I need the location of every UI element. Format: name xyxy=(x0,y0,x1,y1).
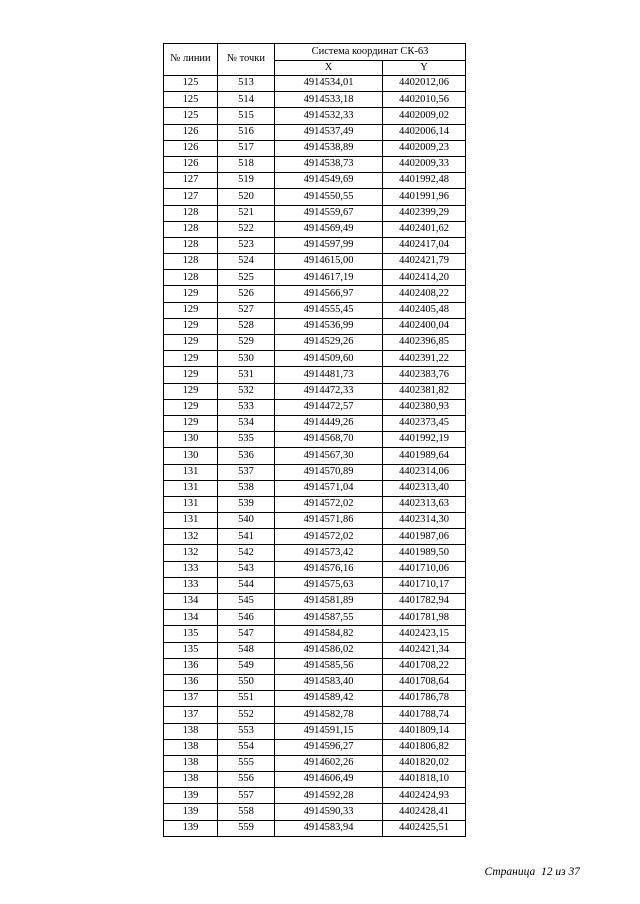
cell-x: 4914583,94 xyxy=(275,820,383,836)
cell-line-number: 129 xyxy=(164,415,218,431)
cell-line-number: 128 xyxy=(164,237,218,253)
cell-x: 4914584,82 xyxy=(275,626,383,642)
cell-x: 4914597,99 xyxy=(275,237,383,253)
table-row xyxy=(164,351,466,367)
table-row xyxy=(164,804,466,820)
cell-y: 4402006,14 xyxy=(383,124,466,140)
cell-y: 4402009,02 xyxy=(383,108,466,124)
cell-y: 4402423,15 xyxy=(383,626,466,642)
cell-point-number: 550 xyxy=(218,674,275,690)
cell-point-number: 541 xyxy=(218,529,275,545)
table-row xyxy=(164,820,466,836)
cell-x: 4914575,63 xyxy=(275,577,383,593)
cell-point-number: 527 xyxy=(218,302,275,318)
cell-x: 4914550,55 xyxy=(275,189,383,205)
cell-point-number: 557 xyxy=(218,788,275,804)
cell-y: 4401991,96 xyxy=(383,189,466,205)
cell-y: 4401820,02 xyxy=(383,755,466,771)
cell-point-number: 538 xyxy=(218,480,275,496)
cell-x: 4914572,02 xyxy=(275,496,383,512)
table-row xyxy=(164,140,466,156)
table-row xyxy=(164,545,466,561)
cell-point-number: 523 xyxy=(218,237,275,253)
table-row xyxy=(164,577,466,593)
cell-y: 4401989,50 xyxy=(383,545,466,561)
cell-line-number: 131 xyxy=(164,480,218,496)
table-row xyxy=(164,432,466,448)
cell-x: 4914567,30 xyxy=(275,448,383,464)
cell-point-number: 513 xyxy=(218,76,275,92)
cell-y: 4402421,34 xyxy=(383,642,466,658)
cell-x: 4914589,42 xyxy=(275,691,383,707)
cell-line-number: 127 xyxy=(164,173,218,189)
cell-x: 4914549,69 xyxy=(275,173,383,189)
table-row xyxy=(164,237,466,253)
cell-x: 4914571,86 xyxy=(275,513,383,529)
cell-x: 4914538,89 xyxy=(275,140,383,156)
cell-point-number: 551 xyxy=(218,691,275,707)
cell-x: 4914568,70 xyxy=(275,432,383,448)
cell-point-number: 518 xyxy=(218,156,275,172)
cell-point-number: 553 xyxy=(218,723,275,739)
cell-y: 4402313,63 xyxy=(383,496,466,512)
cell-y: 4402009,33 xyxy=(383,156,466,172)
cell-x: 4914472,57 xyxy=(275,399,383,415)
cell-line-number: 138 xyxy=(164,723,218,739)
cell-x: 4914555,45 xyxy=(275,302,383,318)
cell-x: 4914586,02 xyxy=(275,642,383,658)
table-row xyxy=(164,739,466,755)
table-row xyxy=(164,642,466,658)
cell-x: 4914591,15 xyxy=(275,723,383,739)
coordinates-table xyxy=(163,43,466,837)
table-row xyxy=(164,513,466,529)
cell-y: 4401708,64 xyxy=(383,674,466,690)
cell-line-number: 129 xyxy=(164,302,218,318)
cell-point-number: 539 xyxy=(218,496,275,512)
cell-line-number: 132 xyxy=(164,545,218,561)
cell-line-number: 125 xyxy=(164,92,218,108)
cell-point-number: 521 xyxy=(218,205,275,221)
cell-y: 4402381,82 xyxy=(383,383,466,399)
table-row xyxy=(164,480,466,496)
table-row xyxy=(164,205,466,221)
cell-y: 4401989,64 xyxy=(383,448,466,464)
cell-point-number: 547 xyxy=(218,626,275,642)
cell-line-number: 138 xyxy=(164,755,218,771)
cell-point-number: 528 xyxy=(218,318,275,334)
table-body xyxy=(164,76,466,837)
cell-y: 4401992,48 xyxy=(383,173,466,189)
table-row xyxy=(164,221,466,237)
cell-point-number: 514 xyxy=(218,92,275,108)
cell-line-number: 126 xyxy=(164,124,218,140)
cell-point-number: 530 xyxy=(218,351,275,367)
cell-point-number: 556 xyxy=(218,772,275,788)
cell-y: 4402314,06 xyxy=(383,464,466,480)
table-row xyxy=(164,691,466,707)
cell-y: 4401809,14 xyxy=(383,723,466,739)
table-row xyxy=(164,367,466,383)
cell-line-number: 128 xyxy=(164,254,218,270)
table-row xyxy=(164,156,466,172)
cell-line-number: 129 xyxy=(164,383,218,399)
cell-x: 4914534,01 xyxy=(275,76,383,92)
cell-x: 4914449,26 xyxy=(275,415,383,431)
cell-line-number: 138 xyxy=(164,772,218,788)
table-row xyxy=(164,610,466,626)
cell-line-number: 129 xyxy=(164,286,218,302)
table-row xyxy=(164,383,466,399)
cell-line-number: 137 xyxy=(164,707,218,723)
cell-x: 4914582,78 xyxy=(275,707,383,723)
cell-line-number: 129 xyxy=(164,399,218,415)
cell-line-number: 133 xyxy=(164,577,218,593)
cell-y: 4401992,19 xyxy=(383,432,466,448)
cell-point-number: 516 xyxy=(218,124,275,140)
table-row xyxy=(164,594,466,610)
cell-point-number: 531 xyxy=(218,367,275,383)
cell-point-number: 534 xyxy=(218,415,275,431)
cell-y: 4401987,06 xyxy=(383,529,466,545)
cell-x: 4914481,73 xyxy=(275,367,383,383)
cell-y: 4402408,22 xyxy=(383,286,466,302)
table-row xyxy=(164,658,466,674)
cell-x: 4914585,56 xyxy=(275,658,383,674)
cell-y: 4401781,98 xyxy=(383,610,466,626)
cell-y: 4401818,10 xyxy=(383,772,466,788)
cell-point-number: 526 xyxy=(218,286,275,302)
cell-x: 4914532,33 xyxy=(275,108,383,124)
cell-x: 4914573,42 xyxy=(275,545,383,561)
cell-line-number: 137 xyxy=(164,691,218,707)
cell-point-number: 558 xyxy=(218,804,275,820)
cell-line-number: 135 xyxy=(164,642,218,658)
cell-point-number: 549 xyxy=(218,658,275,674)
cell-line-number: 130 xyxy=(164,432,218,448)
cell-line-number: 139 xyxy=(164,788,218,804)
table-row xyxy=(164,286,466,302)
cell-x: 4914576,16 xyxy=(275,561,383,577)
table-row xyxy=(164,318,466,334)
cell-y: 4401710,17 xyxy=(383,577,466,593)
cell-y: 4402421,79 xyxy=(383,254,466,270)
cell-y: 4402424,93 xyxy=(383,788,466,804)
cell-line-number: 129 xyxy=(164,335,218,351)
cell-line-number: 128 xyxy=(164,221,218,237)
cell-line-number: 131 xyxy=(164,464,218,480)
cell-line-number: 135 xyxy=(164,626,218,642)
cell-y: 4401788,74 xyxy=(383,707,466,723)
cell-line-number: 130 xyxy=(164,448,218,464)
cell-x: 4914529,26 xyxy=(275,335,383,351)
cell-y: 4402428,41 xyxy=(383,804,466,820)
table-row xyxy=(164,707,466,723)
cell-y: 4401710,06 xyxy=(383,561,466,577)
cell-y: 4402396,85 xyxy=(383,335,466,351)
table-row xyxy=(164,335,466,351)
cell-line-number: 129 xyxy=(164,367,218,383)
cell-y: 4402399,29 xyxy=(383,205,466,221)
cell-point-number: 533 xyxy=(218,399,275,415)
table-row xyxy=(164,189,466,205)
table-row xyxy=(164,772,466,788)
cell-point-number: 555 xyxy=(218,755,275,771)
table-row xyxy=(164,788,466,804)
table-header xyxy=(164,44,466,76)
cell-point-number: 536 xyxy=(218,448,275,464)
table-row xyxy=(164,496,466,512)
cell-line-number: 129 xyxy=(164,318,218,334)
table-row xyxy=(164,108,466,124)
cell-x: 4914596,27 xyxy=(275,739,383,755)
cell-y: 4402373,45 xyxy=(383,415,466,431)
cell-x: 4914571,04 xyxy=(275,480,383,496)
cell-line-number: 129 xyxy=(164,351,218,367)
table-row xyxy=(164,270,466,286)
cell-line-number: 134 xyxy=(164,594,218,610)
table-row xyxy=(164,254,466,270)
table-row xyxy=(164,399,466,415)
table-row xyxy=(164,674,466,690)
cell-x: 4914602,26 xyxy=(275,755,383,771)
cell-line-number: 134 xyxy=(164,610,218,626)
cell-point-number: 532 xyxy=(218,383,275,399)
cell-line-number: 131 xyxy=(164,513,218,529)
cell-point-number: 515 xyxy=(218,108,275,124)
cell-point-number: 543 xyxy=(218,561,275,577)
cell-y: 4402313,40 xyxy=(383,480,466,496)
cell-line-number: 136 xyxy=(164,674,218,690)
cell-x: 4914569,49 xyxy=(275,221,383,237)
table-row xyxy=(164,124,466,140)
table-row xyxy=(164,92,466,108)
cell-x: 4914581,89 xyxy=(275,594,383,610)
table-row xyxy=(164,561,466,577)
cell-line-number: 128 xyxy=(164,205,218,221)
cell-x: 4914583,40 xyxy=(275,674,383,690)
cell-point-number: 525 xyxy=(218,270,275,286)
cell-y: 4402010,56 xyxy=(383,92,466,108)
table-row xyxy=(164,626,466,642)
cell-x: 4914572,02 xyxy=(275,529,383,545)
cell-point-number: 524 xyxy=(218,254,275,270)
header-y: Y xyxy=(383,61,466,76)
cell-y: 4402383,76 xyxy=(383,367,466,383)
cell-x: 4914617,19 xyxy=(275,270,383,286)
cell-point-number: 529 xyxy=(218,335,275,351)
cell-y: 4402012,06 xyxy=(383,76,466,92)
table-row xyxy=(164,723,466,739)
cell-line-number: 136 xyxy=(164,658,218,674)
cell-y: 4402400,04 xyxy=(383,318,466,334)
cell-point-number: 546 xyxy=(218,610,275,626)
table-row xyxy=(164,302,466,318)
cell-x: 4914590,33 xyxy=(275,804,383,820)
cell-line-number: 139 xyxy=(164,820,218,836)
cell-x: 4914472,33 xyxy=(275,383,383,399)
cell-x: 4914615,00 xyxy=(275,254,383,270)
table-row xyxy=(164,415,466,431)
cell-y: 4401782,94 xyxy=(383,594,466,610)
table-row xyxy=(164,76,466,92)
cell-point-number: 537 xyxy=(218,464,275,480)
table-row xyxy=(164,173,466,189)
cell-x: 4914570,89 xyxy=(275,464,383,480)
cell-point-number: 559 xyxy=(218,820,275,836)
cell-line-number: 132 xyxy=(164,529,218,545)
cell-line-number: 125 xyxy=(164,108,218,124)
cell-y: 4401806,82 xyxy=(383,739,466,755)
cell-x: 4914592,28 xyxy=(275,788,383,804)
cell-point-number: 520 xyxy=(218,189,275,205)
table-row xyxy=(164,464,466,480)
cell-y: 4402414,20 xyxy=(383,270,466,286)
cell-line-number: 138 xyxy=(164,739,218,755)
cell-x: 4914587,55 xyxy=(275,610,383,626)
cell-point-number: 522 xyxy=(218,221,275,237)
cell-y: 4402417,04 xyxy=(383,237,466,253)
table-row xyxy=(164,529,466,545)
cell-point-number: 548 xyxy=(218,642,275,658)
cell-y: 4402009,23 xyxy=(383,140,466,156)
header-coordinate-system: Система координат СК-63 xyxy=(275,44,466,61)
cell-line-number: 131 xyxy=(164,496,218,512)
cell-y: 4402405,48 xyxy=(383,302,466,318)
cell-point-number: 545 xyxy=(218,594,275,610)
cell-x: 4914537,49 xyxy=(275,124,383,140)
cell-x: 4914566,97 xyxy=(275,286,383,302)
header-point-number: № точки xyxy=(218,44,275,76)
cell-point-number: 517 xyxy=(218,140,275,156)
cell-point-number: 519 xyxy=(218,173,275,189)
cell-x: 4914559,67 xyxy=(275,205,383,221)
cell-y: 4402401,62 xyxy=(383,221,466,237)
cell-y: 4402391,22 xyxy=(383,351,466,367)
cell-y: 4402425,51 xyxy=(383,820,466,836)
cell-point-number: 540 xyxy=(218,513,275,529)
cell-y: 4402314,30 xyxy=(383,513,466,529)
cell-point-number: 544 xyxy=(218,577,275,593)
cell-x: 4914536,99 xyxy=(275,318,383,334)
cell-x: 4914606,49 xyxy=(275,772,383,788)
header-line-number: № линии xyxy=(164,44,218,76)
page-number-label: Страница 12 из 37 xyxy=(484,866,580,878)
cell-point-number: 542 xyxy=(218,545,275,561)
table-row xyxy=(164,755,466,771)
cell-point-number: 554 xyxy=(218,739,275,755)
table-row xyxy=(164,448,466,464)
page-footer xyxy=(485,866,580,878)
cell-line-number: 127 xyxy=(164,189,218,205)
cell-point-number: 552 xyxy=(218,707,275,723)
cell-point-number: 535 xyxy=(218,432,275,448)
cell-line-number: 126 xyxy=(164,140,218,156)
cell-line-number: 128 xyxy=(164,270,218,286)
cell-line-number: 126 xyxy=(164,156,218,172)
cell-y: 4401786,78 xyxy=(383,691,466,707)
cell-x: 4914509,60 xyxy=(275,351,383,367)
header-x: X xyxy=(275,61,383,76)
cell-y: 4402380,93 xyxy=(383,399,466,415)
cell-x: 4914538,73 xyxy=(275,156,383,172)
cell-x: 4914533,18 xyxy=(275,92,383,108)
cell-y: 4401708,22 xyxy=(383,658,466,674)
cell-line-number: 133 xyxy=(164,561,218,577)
cell-line-number: 125 xyxy=(164,76,218,92)
cell-line-number: 139 xyxy=(164,804,218,820)
